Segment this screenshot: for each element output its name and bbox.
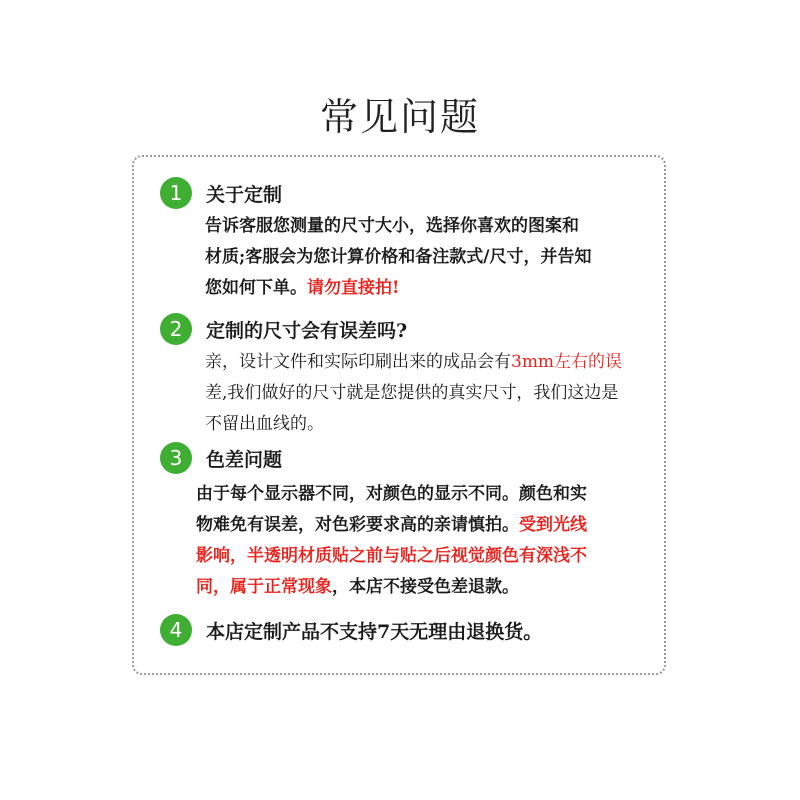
faq-section-3-body [196,479,648,603]
faq-1-line-3 [205,273,657,304]
faq-2-line-1 [205,347,657,378]
faq-section-4-header [160,614,542,646]
faq-3-line-2-red: 受到光线 [519,515,587,535]
faq-3-line-4-red: 同，属于正常现象 [196,577,332,597]
faq-3-line-4-text: ，本店不接受色差退款。 [332,577,519,597]
faq-3-line-1: 由于每个显示器不同，对颜色的显示不同。颜色和实 [196,484,587,504]
faq-1-line-1: 告诉客服您测量的尺寸大小，选择你喜欢的图案和 [205,216,579,236]
faq-section-2-header [160,313,407,345]
number-badge-4: 4 [160,614,192,646]
faq-section-2-heading: 定制的尺寸会有误差吗? [206,319,408,342]
faq-2-tolerance: 3mm左右的误 [511,352,623,372]
faq-section-4-heading: 本店定制产品不支持7天无理由退换货。 [206,620,543,643]
faq-section-2-body [205,347,657,440]
page-title: 常见问题 [319,95,480,139]
faq-section-3-header [160,442,282,474]
number-badge-3: 3 [160,442,192,474]
faq-2-line-2: 差,我们做好的尺寸就是您提供的真实尺寸，我们这边是 [205,383,619,403]
faq-section-1-body [205,211,657,304]
faq-1-line-2: 材质;客服会为您计算价格和备注款式/尺寸，并告知 [205,247,592,267]
faq-section-1-heading: 关于定制 [206,183,283,206]
faq-3-line-3: 影响，半透明材质贴之前与贴之后视觉颜色有深浅不 [196,546,587,566]
faq-3-line-4 [196,572,648,603]
faq-2-line-1-text: 亲，设计文件和实际印刷出来的成品会有 [205,352,511,372]
faq-section-3-heading: 色差问题 [206,448,283,471]
faq-1-warning: 请勿直接拍! [307,278,400,298]
faq-1-line-3-text: 您如何下单。 [205,278,307,298]
faq-3-line-2-text: 物难免有误差，对色彩要求高的亲请慎拍。 [196,515,519,535]
faq-3-line-2 [196,510,648,541]
number-badge-1: 1 [160,177,192,209]
faq-2-line-3: 不留出血线的。 [205,414,324,434]
faq-section-1-header [160,177,282,209]
number-badge-2: 2 [160,313,192,345]
